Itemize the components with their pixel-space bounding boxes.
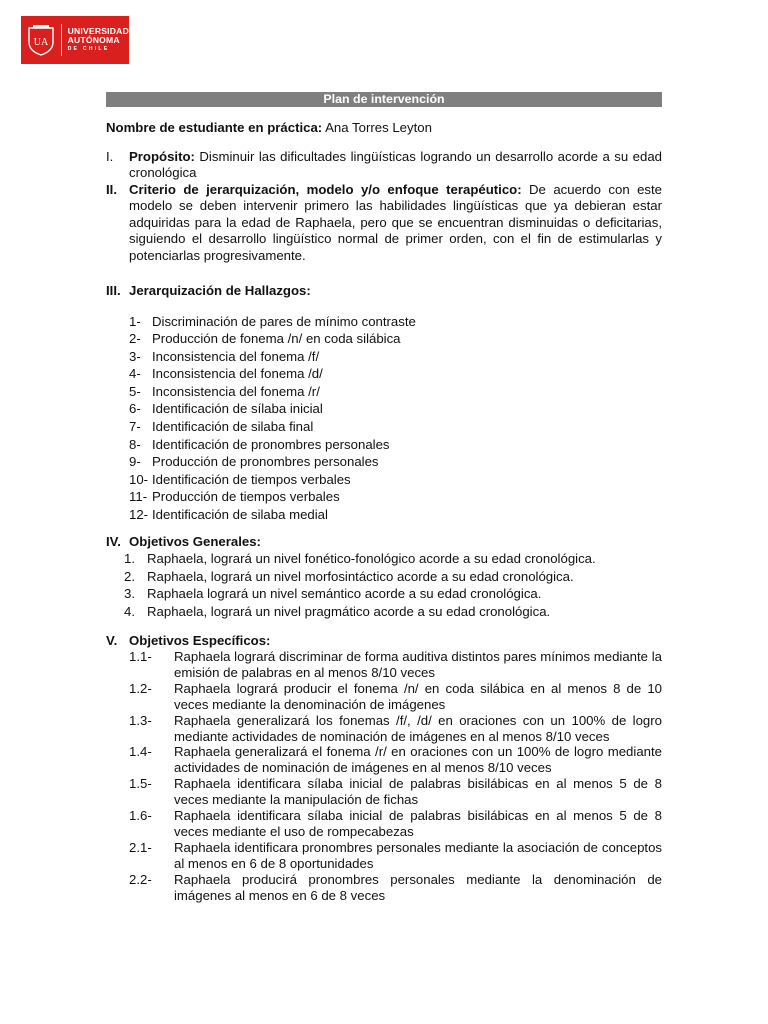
item-number: 1.4- [129,744,152,760]
objetivo-general-item [106,550,662,568]
section-label: Propósito: [129,148,195,164]
item-text: Raphaela generalizará el fonema /r/ en oraciones con un 100% de logro mediante actividades de nominación de imágenes en al menos 8/10 veces [174,744,662,776]
crest-icon [21,16,61,64]
logo-line-1: UNIVERSIDAD [67,26,129,36]
item-number: 5- [129,383,141,399]
section-number: I. [106,148,114,164]
item-text: Raphaela identificara sílaba inicial de palabras bisilábicas en al menos 5 de 8 veces mediante la manipulación de fichas [174,776,662,808]
item-text: Identificación de sílaba inicial [152,401,323,417]
objetivo-general-item [106,603,662,621]
item-text: Raphaela identificara sílaba inicial de palabras bisilábicas en al menos 5 de 8 veces mediante el uso de rompecabezas [174,808,662,839]
section-label: Objetivos Generales: [129,533,261,549]
logo-divider [61,24,62,56]
section-especificos [106,633,662,650]
item-text: Discriminación de pares de mínimo contraste [152,313,416,329]
section-text: Disminuir las dificultades lingüísticas logrando un desarrollo acorde a su edad cronológica [129,148,662,180]
item-number: 2. [124,568,135,584]
objetivo-general-item [106,585,662,603]
hallazgo-item [106,471,662,489]
student-line: Nombre de estudiante en práctica: Ana Torres Leyton [106,120,432,135]
item-text: Inconsistencia del fonema /f/ [152,348,320,364]
item-number: 3. [124,586,135,602]
logo-line-3: DE CHILE [67,46,110,52]
section-number: II. [106,181,117,197]
hallazgo-item [106,506,662,524]
item-number: 2- [129,331,141,347]
section-number: IV. [106,533,121,549]
item-text: Raphaela, logrará un nivel morfosintáctico acorde a su edad cronológica. [147,568,574,584]
hallazgo-item [106,488,662,506]
item-number: 10- [129,471,149,487]
item-text: Inconsistencia del fonema /d/ [152,366,323,382]
hallazgo-item [106,436,662,454]
objetivo-especifico-item [106,744,662,776]
section-criterio [106,182,662,265]
objetivo-especifico-item [106,713,662,745]
hallazgo-item [106,418,662,436]
objetivo-general-item [106,568,662,586]
item-text: Raphaela logrará un nivel semántico acorde a su edad cronológica. [147,586,542,602]
hallazgo-item [106,400,662,418]
item-text: Raphaela logrará discriminar de forma auditiva distintos pares mínimos mediante la emisión de palabras en al menos 8/10 veces [174,649,662,680]
generales-list [106,550,662,620]
hallazgos-list [106,313,662,524]
hallazgo-item [106,383,662,401]
item-number: 4- [129,366,141,382]
section-label: Jerarquización de Hallazgos: [129,283,311,298]
item-text: Inconsistencia del fonema /r/ [152,383,320,399]
university-logo [21,16,129,64]
section-number: V. [106,632,118,648]
objetivo-especifico-item [106,840,662,872]
item-text: Identificación de silaba final [152,419,314,435]
item-number: 4. [124,603,135,619]
item-number: 1.6- [129,808,152,824]
hallazgo-item [106,313,662,331]
objetivo-especifico-item [106,649,662,681]
item-number: 2.1- [129,839,152,855]
item-text: Raphaela, logrará un nivel fonético-fonológico acorde a su edad cronológica. [147,551,596,567]
section-label: Criterio de jerarquización, modelo y/o enfoque terapéutico: [129,181,522,197]
logo-wordmark [62,16,129,64]
item-number: 1.1- [129,649,152,664]
objetivo-especifico-item [106,681,662,713]
item-number: 1- [129,313,141,329]
especificos-list [106,649,662,904]
logo-line-2: AUTÓNOMA [67,35,120,45]
item-text: Identificación de pronombres personales [152,436,390,452]
item-text: Identificación de silaba medial [152,507,328,523]
section-label: Objetivos Específicos: [129,632,271,648]
item-number: 1.5- [129,776,152,792]
item-number: 3- [129,348,141,364]
item-text: Producción de tiempos verbales [152,489,340,505]
student-label: Nombre de estudiante en práctica [106,120,318,135]
section-generales [106,534,662,551]
hallazgo-item [106,453,662,471]
item-number: 1.3- [129,712,152,728]
hallazgo-item [106,365,662,383]
objetivo-especifico-item [106,872,662,904]
item-text: Producción de fonema /n/ en coda silábica [152,331,401,347]
section-hallazgos [106,283,662,300]
hallazgo-item [106,330,662,348]
objetivo-especifico-item [106,776,662,808]
item-text: Identificación de tiempos verbales [152,471,351,487]
item-number: 8- [129,436,141,452]
section-text: De acuerdo con este modelo se deben intervenir primero las habilidades lingüísticas que ya debieran estar adquiridas para la edad de Raphaela, pero que se encuentran disminuidas o deficitarias, siguiendo el desarrollo lingüístico normal de primer orden, con el fin de estimularlas y potenciarlas progresivamente. [129,181,663,263]
plan-title-banner: Plan de intervención [106,92,662,107]
student-name: Ana Torres Leyton [322,120,432,135]
item-number: 9- [129,454,141,470]
section-proposito [106,149,662,182]
crest-text: UA [33,37,49,48]
item-text: Raphaela producirá pronombres personales mediante la denominación de imágenes al menos en 6 de 8 veces [174,871,662,903]
item-number: 11- [129,489,148,505]
item-number: 1.2- [129,680,152,696]
objetivo-especifico-item [106,808,662,840]
item-number: 7- [129,419,141,435]
section-number: III. [106,283,121,298]
item-text: Raphaela logrará producir el fonema /n/ en coda silábica en al menos 8 de 10 veces mediante la denominación de imágenes [174,680,662,712]
item-text: Producción de pronombres personales [152,454,379,470]
hallazgo-item [106,348,662,366]
item-number: 6- [129,401,141,417]
item-text: Raphaela generalizará los fonemas /f/, /d/ en oraciones con un 100% de logro mediante actividades de nominación de imágenes en al menos 8/10 veces [174,712,662,744]
item-number: 1. [124,551,135,567]
item-number: 2.2- [129,871,152,887]
item-number: 12- [129,507,149,523]
document-page [106,92,662,904]
item-text: Raphaela identificara pronombres personales mediante la asociación de conceptos al menos en 6 de 8 oportunidades [174,839,662,871]
item-text: Raphaela, logrará un nivel pragmático acorde a su edad cronológica. [147,603,551,619]
